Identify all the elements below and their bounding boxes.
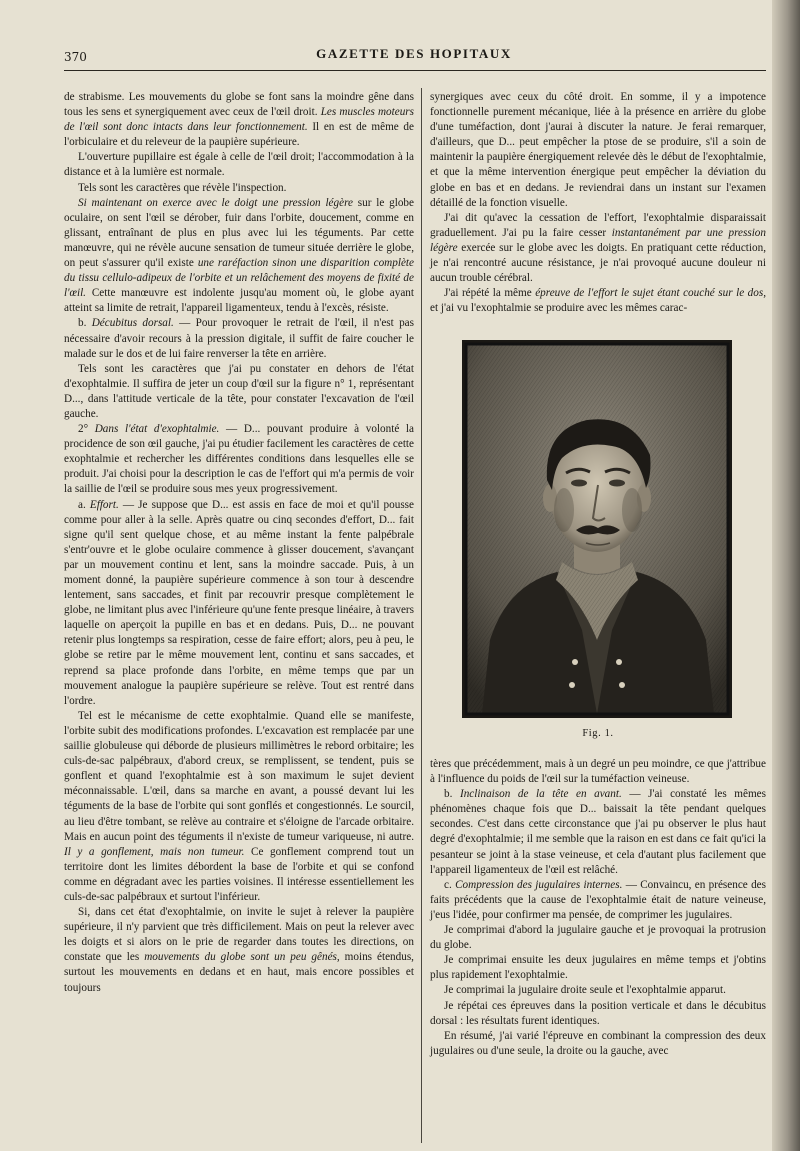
coat-button <box>572 659 578 665</box>
running-header <box>64 42 764 68</box>
portrait-figure <box>462 340 732 718</box>
header-rule <box>64 70 766 71</box>
paragraph: J'ai répété la même épreuve de l'effort le sujet étant couché sur le dos, et j'ai vu l'exophtalmie se produire avec les mêmes carac- <box>430 287 766 315</box>
paragraph: a. Effort. — Je suppose que D... est assis en face de moi et qu'il pousse comme pour aller à la selle. Après quatre ou cinq secondes d'effort, D... fait signe qu'il sent quelque chose, et au même instant la fente palpébrale s'entr'ouvre et le globe oculaire commence à glisser doucement, s'avançant par un mouvement continu et lent, sans la moindre saccade. Puis, à un moment donné, la paupière supérieure commence à son tour à descendre lentement, sans saccades, et finit par recouvrir presque complètement le globe, ne limitant plus avec l'inférieure qu'une fente presque linéaire, à travers laquelle on aperçoit la pupille en bas et en dedans. Puis, D... ne pouvant retenir plus longtemps sa respiration, cesse de faire effort; alors, peu à peu, le globe se retire par le même mouvement lent, continu et sans saccades, et reprend sa place profonde dans l'orbite, en même temps que par un mouvement analogue la paupière supérieure se relève. Tout est rentré dans l'ordre. <box>64 498 414 707</box>
paragraph: tères que précédemment, mais à un degré un peu moindre, ce que j'attribue à l'influence du poids de l'œil sur la tuméfaction veineuse. <box>430 758 766 786</box>
paragraph: c. Compression des jugulaires internes. — Convaincu, en présence des faits précédents que la cause de l'exophtalmie était de nature veineuse, j'eus l'idée, pour confirmer ma pensée, de comprimer les jugulaires. <box>430 878 766 921</box>
paragraph: Tels sont les caractères que révèle l'inspection. <box>78 181 287 194</box>
left-column <box>64 90 414 996</box>
paragraph: Si, dans cet état d'exophtalmie, on invite le sujet à relever la paupière supérieure, il n'y parvient que très difficilement. Mais on peut la relever avec les doigts et si alors on le prie de regarder dans toutes les directions, on constate que les mouvements du globe sont un peu gênés, moins étendus, surtout les mouvements en dedans et en haut, mais encore possibles et toujours <box>64 906 414 994</box>
right-column-top <box>430 90 766 316</box>
paragraph: Je comprimai d'abord la jugulaire gauche et je provoquai la protrusion du globe. <box>430 924 766 952</box>
journal-title: GAZETTE DES HOPITAUX <box>316 46 512 61</box>
figure-caption: Fig. 1. <box>582 728 614 739</box>
paragraph: synergiques avec ceux du côté droit. En somme, il y a impotence fonctionnelle purement mécanique, liée à la présence en arrière du globe d'une tuméfaction, dont j'aurai à discuter la nature. Je ferai remarquer, d'ailleurs, que D... peut empêcher la ptose de se produire, s'il a soin de maintenir la paupière énergiquement relevée dès le début de l'exophtalmie, et que la même intervention énergique peut empêcher la déviation du globe en bas et en dedans. Je reviendrai dans un instant sur l'examen détaillé de la fonction visuelle. <box>430 91 766 209</box>
paragraph: J'ai dit qu'avec la cessation de l'effort, l'exophtalmie disparaissait graduellement. J'ai pu la faire cesser instantanément par une pression légère exercée sur le globe avec les doigts. En pratiquant cette réduction, je n'ai rencontré aucune résistance, je n'ai provoqué aucune douleur ni aucun trouble cérébral. <box>430 211 766 285</box>
paragraph: b. Inclinaison de la tête en avant. — J'ai constaté les mêmes phénomènes chaque fois que D... baissait la tête pendant quelques secondes. C'est dans cette circonstance que j'ai pu observer le plus haut degré d'exophtalmie; il me semble que la raison en est dans ce fait qu'ici la pesanteur se joint à la stase veineuse, et cela d'autant plus facilement que l'appareil ligamenteux de l'œil est relâché. <box>430 788 767 876</box>
paragraph: Je comprimai la jugulaire droite seule et l'exophtalmie apparut. <box>444 984 726 997</box>
paragraph: Si maintenant on exerce avec le doigt une pression légère sur le globe oculaire, on sent l'œil se dérober, fuir dans l'orbite, doucement, comme en glissant, entraînant de plus en plus avec lui les téguments. Par cette manœuvre, qui ne révèle aucune sensation de tumeur située derrière le globe, on peut s'assurer qu'il existe une raréfaction sinon une disparition complète du tissu cellulo-adipeux de l'orbite et un relâchement des moyens de fixité de l'œil. Cette manœuvre est indolente jusqu'au moment où, le globe ayant atteint sa limite de retrait, l'appareil ligamenteux, tendu à l'excès, résiste. <box>64 196 414 315</box>
coat-button <box>619 682 625 688</box>
paragraph: de strabisme. Les mouvements du globe se font sans la moindre gêne dans tous les sens et synergiquement avec ceux de l'œil droit. Les muscles moteurs de l'œil sont donc intacts dans leur fonctionnement. Il en est de même de l'orbiculaire et du releveur de la paupière supérieure. <box>64 91 414 149</box>
paragraph: En résumé, j'ai varié l'épreuve en combinant la compression des deux jugulaires ou d'une seule, la droite ou la gauche, avec <box>430 1029 766 1057</box>
portrait-engraving <box>462 340 732 718</box>
paragraph: 2° Dans l'état d'exophtalmie. — D... pouvant produire à volonté la procidence de son œil gauche, j'ai pu étudier facilement les caractères de cette exophtalmie et rechercher les différentes conditions dans lesquelles elle se produit. J'ai choisi pour la description le cas de l'effort qui m'a permis de voir la saillie de l'œil se produire sous mes yeux progressivement. <box>64 423 415 496</box>
paragraph: Je répétai ces épreuves dans la position verticale et dans le décubitus dorsal : les résultats furent identiques. <box>430 999 766 1027</box>
coat-button <box>616 659 622 665</box>
page-gutter-shadow <box>772 0 800 1151</box>
eye <box>609 480 625 487</box>
paragraph: Tels sont les caractères que j'ai pu constater en dehors de l'état d'exophtalmie. Il suffira de jeter un coup d'œil sur la figure n° 1, représentant D..., dans l'attitude verticale de la tête, pour constater l'excavation de l'œil gauche. <box>64 362 414 420</box>
eye <box>571 480 587 487</box>
coat-button <box>569 682 575 688</box>
paragraph: Tel est le mécanisme de cette exophtalmie. Quand elle se manifeste, l'orbite subit des modifications profondes. L'excavation est remplacée par une saillie globuleuse qui déborde de plusieurs millimètres le rebord orbitaire; les culs-de-sac palpébraux, d'abord creux, se remplissent, se tendent, puis se gonflent et quand l'exophtalmie est à son maximum le sujet devient méconnaissable. L'œil, dans sa marche en avant, a poussé devant lui les téguments de la base de l'orbite qui sont gonflés et congestionnés. Le sourcil, au lieu d'être tombant, se relève au contraire et s'éloigne de l'arcade orbitaire. Mais en aucun point des téguments il n'existe de tumeur variqueuse, ni autre. Il y a gonflement, mais non tumeur. Ce gonflement comprend tout un territoire dont les limites débordent la base de l'orbite et qui se confond comme en dégradant avec les parties voisines. Il intéresse essentiellement les culs-de-sac palpébraux et surtout l'inférieur. <box>64 709 414 903</box>
paragraph: Je comprimai ensuite les deux jugulaires en même temps et j'obtins plus rapidement l'exophtalmie. <box>430 954 766 982</box>
column-divider <box>421 88 422 1143</box>
right-column-bottom <box>430 757 766 1059</box>
paragraph: L'ouverture pupillaire est égale à celle de l'œil droit; l'accommodation à la distance et à la lumière est normale. <box>64 151 414 179</box>
paragraph: b. Décubitus dorsal. — Pour provoquer le retrait de l'œil, il n'est pas nécessaire d'avoir recours à la pression digitale, il suffit de faire coucher le malade sur le dos et de lui faire renverser la tête en arrière. <box>64 317 414 360</box>
page-number: 370 <box>64 50 87 64</box>
